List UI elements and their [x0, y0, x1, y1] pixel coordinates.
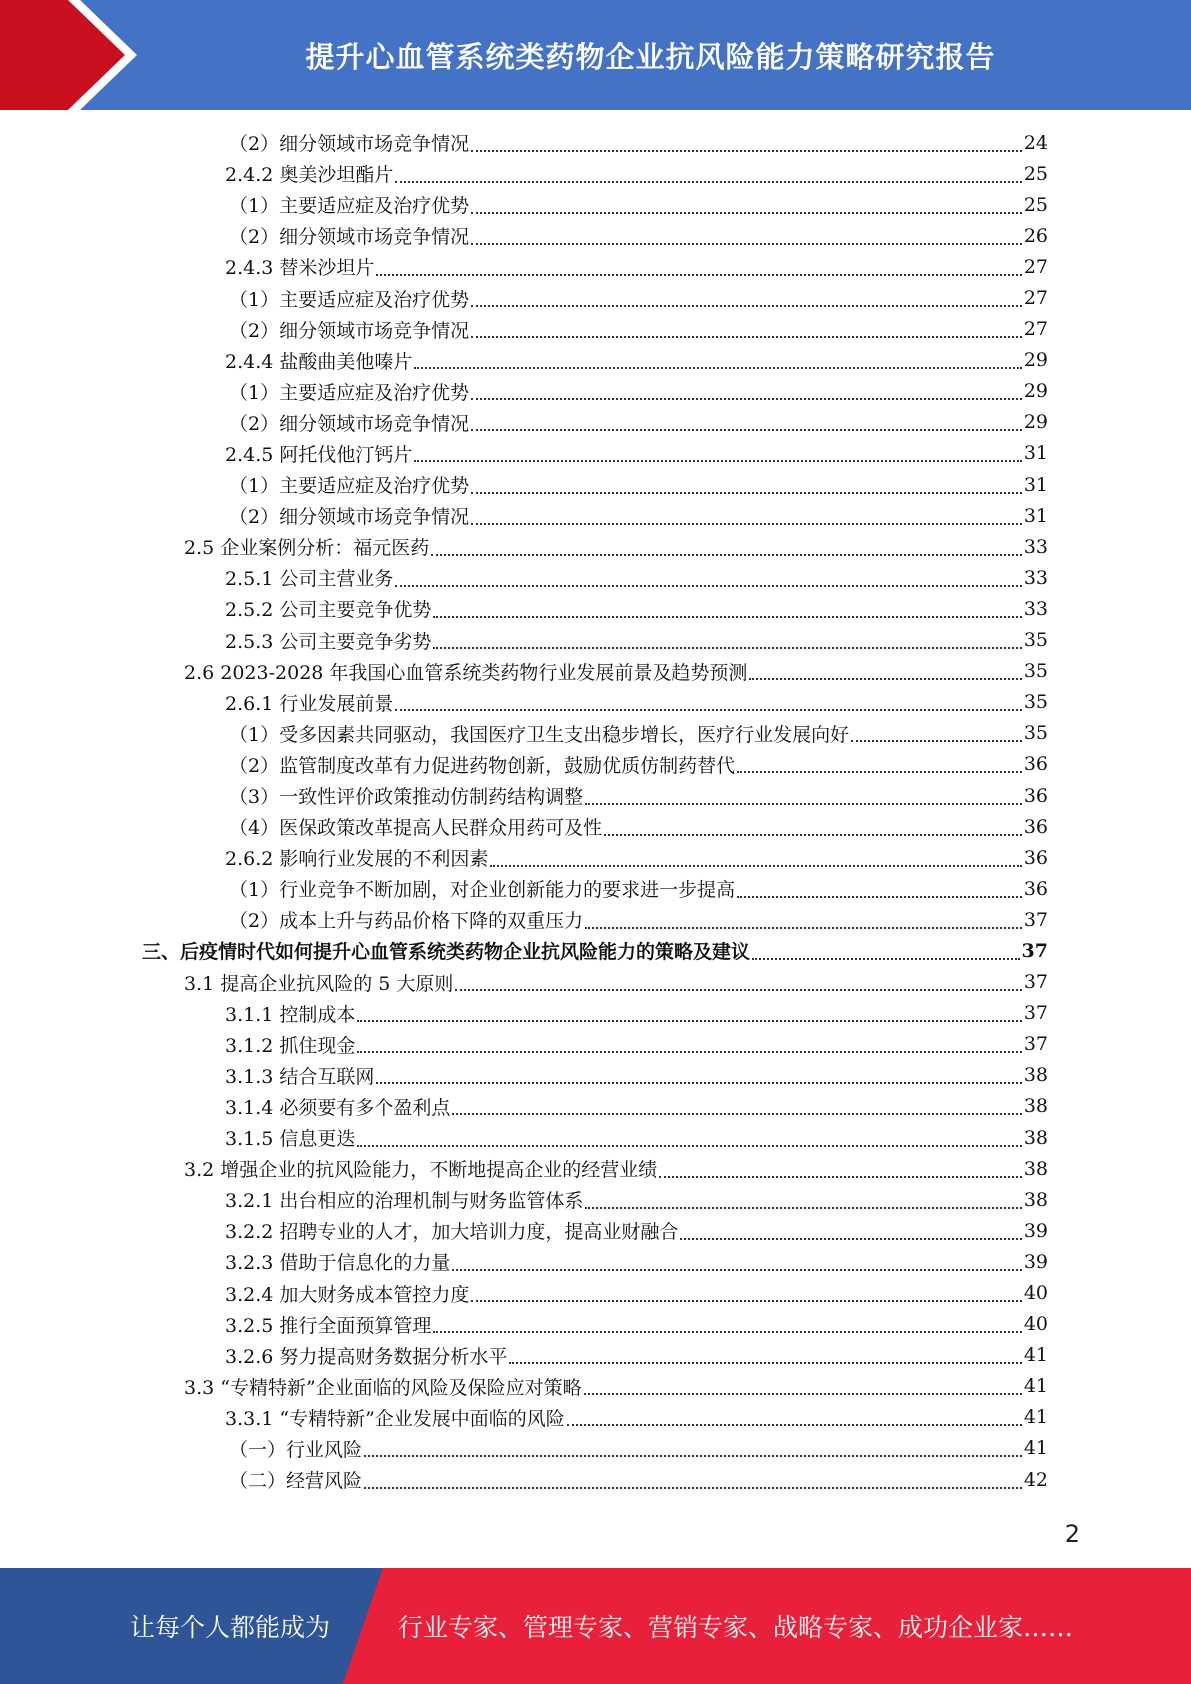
toc-entry-label: （2）监管制度改革有力促进药物创新，鼓励优质仿制药替代 [229, 754, 736, 777]
toc-leader-dots [433, 647, 1021, 649]
toc-entry-page: 38 [1023, 1064, 1048, 1087]
toc-entry[interactable] [225, 625, 1048, 656]
toc-leader-dots [395, 181, 1021, 183]
toc-entry[interactable] [225, 998, 1048, 1029]
toc-entry-label: 2.5.1 公司主营业务 [225, 568, 394, 591]
toc-entry-page: 37 [1023, 908, 1048, 931]
toc-entry-page: 36 [1023, 846, 1048, 869]
toc-entry[interactable] [229, 127, 1048, 158]
table-of-contents [0, 127, 1191, 1495]
toc-leader-dots [471, 305, 1022, 307]
toc-entry[interactable] [229, 780, 1048, 811]
toc-entry-page: 41 [1023, 1437, 1048, 1460]
toc-leader-dots [431, 554, 1022, 556]
toc-entry-label: 3.2 增强企业的抗风险能力，不断地提高企业的经营业绩 [184, 1159, 658, 1182]
toc-entry[interactable] [184, 967, 1048, 998]
toc-entry-label: （一）行业风险 [229, 1438, 363, 1461]
toc-entry-label: 3.2.6 努力提高财务数据分析水平 [225, 1345, 508, 1368]
toc-entry-label: （1）主要适应症及治疗优势 [229, 195, 470, 218]
page-footer [0, 1568, 1191, 1684]
toc-entry[interactable] [229, 314, 1048, 345]
toc-entry[interactable] [142, 935, 1048, 966]
toc-entry[interactable] [184, 531, 1048, 562]
toc-entry-label: （3）一致性评价政策推动仿制药结构调整 [229, 786, 584, 809]
toc-entry-page: 31 [1023, 473, 1048, 496]
toc-entry-label: （4）医保政策改革提高人民群众用药可及性 [229, 817, 603, 840]
toc-leader-dots [584, 1393, 1022, 1395]
toc-entry-label: 2.6.2 影响行业发展的不利因素 [225, 848, 489, 871]
toc-entry-label: 3.3.1 “专精特新”企业发展中面临的风险 [225, 1407, 565, 1430]
toc-entry-label: （2）细分领域市场竞争情况 [229, 133, 470, 156]
toc-entry-page: 29 [1023, 411, 1048, 434]
toc-entry-label: （2）细分领域市场竞争情况 [229, 226, 470, 249]
toc-entry[interactable] [229, 718, 1048, 749]
toc-entry-label: 3.1.2 抓住现金 [225, 1034, 356, 1057]
toc-entry-page: 42 [1023, 1468, 1048, 1491]
toc-entry[interactable] [229, 873, 1048, 904]
toc-entry[interactable] [225, 251, 1048, 282]
toc-entry-label: 2.5.2 公司主要竞争优势 [225, 599, 432, 622]
toc-entry-label: （1）行业竞争不断加剧，对企业创新能力的要求进一步提高 [229, 879, 736, 902]
toc-leader-dots [471, 523, 1022, 525]
footer-slogan-left: 让每个人都能成为 [130, 1613, 331, 1642]
toc-leader-dots [395, 709, 1021, 711]
toc-leader-dots [471, 492, 1022, 494]
toc-entry-page: 36 [1023, 784, 1048, 807]
toc-entry[interactable] [225, 438, 1048, 469]
toc-entry[interactable] [225, 1122, 1048, 1153]
toc-leader-dots [509, 1362, 1021, 1364]
toc-leader-dots [471, 429, 1022, 431]
toc-entry-label: （2）成本上升与药品价格下降的双重压力 [229, 910, 584, 933]
toc-leader-dots [585, 1207, 1021, 1209]
toc-entry[interactable] [184, 1153, 1048, 1184]
toc-entry-label: 2.4.2 奥美沙坦酯片 [225, 164, 394, 187]
toc-entry-label: 3.1 提高企业抗风险的 5 大原则 [184, 972, 454, 995]
toc-entry-label: 2.4.5 阿托伐他汀钙片 [225, 443, 413, 466]
toc-entry-label: （1）主要适应症及治疗优势 [229, 381, 470, 404]
toc-entry-page: 24 [1023, 131, 1048, 154]
toc-entry-page: 36 [1023, 877, 1048, 900]
toc-entry[interactable] [229, 282, 1048, 313]
toc-entry-label: （2）细分领域市场竞争情况 [229, 412, 470, 435]
toc-entry-page: 37 [1023, 971, 1048, 994]
header-arrow-decoration [0, 0, 150, 110]
toc-entry-page: 29 [1023, 380, 1048, 403]
toc-entry-page: 29 [1023, 349, 1048, 372]
toc-leader-dots [737, 771, 1022, 773]
toc-entry[interactable] [229, 1464, 1048, 1495]
toc-entry[interactable] [225, 1340, 1048, 1371]
page-header [0, 0, 1191, 110]
toc-entry-label: 2.5 企业案例分析：福元医药 [184, 537, 430, 560]
toc-leader-dots [414, 460, 1021, 462]
toc-entry-page: 37 [1023, 1002, 1048, 1025]
toc-entry-page: 38 [1023, 1157, 1048, 1180]
toc-leader-dots [680, 1238, 1021, 1240]
toc-entry-label: 3.1.4 必须要有多个盈利点 [225, 1096, 451, 1119]
toc-entry[interactable] [225, 562, 1048, 593]
toc-entry-page: 36 [1023, 753, 1048, 776]
toc-entry-label: 3.1.1 控制成本 [225, 1003, 356, 1026]
toc-entry-page: 25 [1023, 162, 1048, 185]
toc-leader-dots [471, 243, 1022, 245]
toc-leader-dots [585, 803, 1022, 805]
toc-entry-page: 25 [1023, 193, 1048, 216]
toc-entry-label: 3.2.1 出台相应的治理机制与财务监管体系 [225, 1190, 584, 1213]
toc-leader-dots [364, 1487, 1022, 1489]
toc-entry-label: （2）细分领域市场竞争情况 [229, 506, 470, 529]
toc-entry-page: 38 [1023, 1188, 1048, 1211]
toc-entry-label: （1）受多因素共同驱动，我国医疗卫生支出稳步增长，医疗行业发展向好 [229, 723, 850, 746]
toc-entry[interactable] [225, 1060, 1048, 1091]
toc-entry-label: 2.4.4 盐酸曲美他嗪片 [225, 350, 413, 373]
toc-entry-page: 35 [1023, 629, 1048, 652]
toc-entry[interactable] [229, 500, 1048, 531]
toc-entry-label: （2）细分领域市场竞争情况 [229, 319, 470, 342]
toc-entry[interactable] [229, 749, 1048, 780]
toc-entry[interactable] [229, 904, 1048, 935]
toc-entry-page: 39 [1023, 1250, 1048, 1273]
toc-entry[interactable] [229, 407, 1048, 438]
toc-entry[interactable] [229, 189, 1048, 220]
toc-leader-dots [433, 616, 1021, 618]
toc-entry-page: 33 [1023, 597, 1048, 620]
toc-entry-label: 3.2.5 推行全面预算管理 [225, 1314, 432, 1337]
toc-entry-label: 2.6 2023-2028 年我国心血管系统类药物行业发展前景及趋势预测 [184, 661, 748, 684]
toc-entry-page: 41 [1023, 1375, 1048, 1398]
toc-entry[interactable] [225, 1309, 1048, 1340]
toc-leader-dots [471, 336, 1022, 338]
toc-entry-page: 27 [1023, 287, 1048, 310]
toc-entry-page: 26 [1023, 224, 1048, 247]
toc-leader-dots [752, 958, 1020, 960]
toc-entry[interactable] [229, 811, 1048, 842]
toc-leader-dots [604, 834, 1022, 836]
toc-entry[interactable] [225, 345, 1048, 376]
toc-entry-page: 27 [1023, 318, 1048, 341]
toc-entry[interactable] [225, 593, 1048, 624]
toc-leader-dots [376, 274, 1021, 276]
toc-leader-dots [452, 1269, 1021, 1271]
toc-entry-page: 37 [1021, 939, 1048, 962]
toc-entry-page: 40 [1023, 1313, 1048, 1336]
toc-entry[interactable] [225, 1091, 1048, 1122]
toc-entry-page: 39 [1023, 1219, 1048, 1242]
toc-entry-label: （二）经营风险 [229, 1470, 363, 1493]
toc-entry[interactable] [225, 1184, 1048, 1215]
toc-entry-label: 3.2.3 借助于信息化的力量 [225, 1252, 451, 1275]
toc-leader-dots [567, 1424, 1022, 1426]
toc-entry-label: 3.1.3 结合互联网 [225, 1065, 375, 1088]
toc-leader-dots [659, 1176, 1022, 1178]
toc-entry-page: 37 [1023, 1033, 1048, 1056]
toc-entry[interactable] [225, 1029, 1048, 1060]
toc-entry-page: 33 [1023, 535, 1048, 558]
toc-leader-dots [490, 865, 1021, 867]
toc-leader-dots [357, 1145, 1021, 1147]
toc-entry-label: （1）主要适应症及治疗优势 [229, 288, 470, 311]
toc-leader-dots [749, 678, 1021, 680]
toc-entry[interactable] [229, 376, 1048, 407]
toc-leader-dots [357, 1051, 1021, 1053]
toc-leader-dots [471, 212, 1022, 214]
toc-entry[interactable] [225, 687, 1048, 718]
toc-entry[interactable] [225, 1277, 1048, 1308]
toc-entry[interactable] [225, 842, 1048, 873]
toc-entry-page: 38 [1023, 1126, 1048, 1149]
toc-entry-label: 3.2.4 加大财务成本管控力度 [225, 1283, 470, 1306]
footer-slogan-right: 行业专家、管理专家、营销专家、战略专家、成功企业家…… [398, 1613, 1074, 1642]
toc-entry-label: 3.3 “专精特新”企业面临的风险及保险应对策略 [184, 1376, 582, 1399]
toc-leader-dots [455, 989, 1021, 991]
toc-leader-dots [471, 398, 1022, 400]
toc-leader-dots [357, 1020, 1021, 1022]
toc-leader-dots [851, 740, 1022, 742]
toc-entry-page: 31 [1023, 504, 1048, 527]
toc-entry-page: 38 [1023, 1095, 1048, 1118]
page-number: 2 [1064, 1520, 1080, 1548]
document-title: 提升心血管系统类药物企业抗风险能力策略研究报告 [305, 39, 996, 74]
toc-entry-label: 2.6.1 行业发展前景 [225, 692, 394, 715]
toc-entry-page: 35 [1023, 691, 1048, 714]
toc-entry-page: 35 [1023, 722, 1048, 745]
toc-entry-label: （1）主要适应症及治疗优势 [229, 475, 470, 498]
toc-entry[interactable] [225, 158, 1048, 189]
toc-entry[interactable] [225, 1402, 1048, 1433]
toc-entry[interactable] [229, 220, 1048, 251]
toc-entry-page: 40 [1023, 1282, 1048, 1305]
toc-entry[interactable] [184, 1371, 1048, 1402]
toc-entry-page: 41 [1023, 1344, 1048, 1367]
toc-entry[interactable] [184, 656, 1048, 687]
toc-leader-dots [585, 927, 1022, 929]
toc-entry-page: 35 [1023, 660, 1048, 683]
toc-leader-dots [364, 1455, 1022, 1457]
toc-entry[interactable] [229, 469, 1048, 500]
toc-entry-page: 36 [1023, 815, 1048, 838]
toc-entry-label: 3.2.2 招聘专业的人才，加大培训力度，提高业财融合 [225, 1221, 679, 1244]
toc-entry-label: 2.4.3 替米沙坦片 [225, 257, 375, 280]
toc-entry[interactable] [229, 1433, 1048, 1464]
toc-entry[interactable] [225, 1215, 1048, 1246]
toc-leader-dots [471, 1300, 1021, 1302]
toc-leader-dots [471, 150, 1022, 152]
toc-leader-dots [452, 1113, 1021, 1115]
toc-entry-label: 三、后疫情时代如何提升心血管系统类药物企业抗风险能力的策略及建议 [142, 941, 751, 964]
toc-entry-page: 31 [1023, 442, 1048, 465]
toc-entry[interactable] [225, 1246, 1048, 1277]
toc-leader-dots [376, 1082, 1021, 1084]
toc-leader-dots [395, 585, 1021, 587]
toc-entry-page: 33 [1023, 566, 1048, 589]
toc-leader-dots [433, 1331, 1021, 1333]
toc-leader-dots [737, 896, 1022, 898]
toc-entry-page: 41 [1023, 1406, 1048, 1429]
toc-entry-label: 3.1.5 信息更迭 [225, 1128, 356, 1151]
toc-entry-page: 27 [1023, 255, 1048, 278]
toc-entry-label: 2.5.3 公司主要竞争劣势 [225, 630, 432, 653]
toc-leader-dots [414, 367, 1021, 369]
